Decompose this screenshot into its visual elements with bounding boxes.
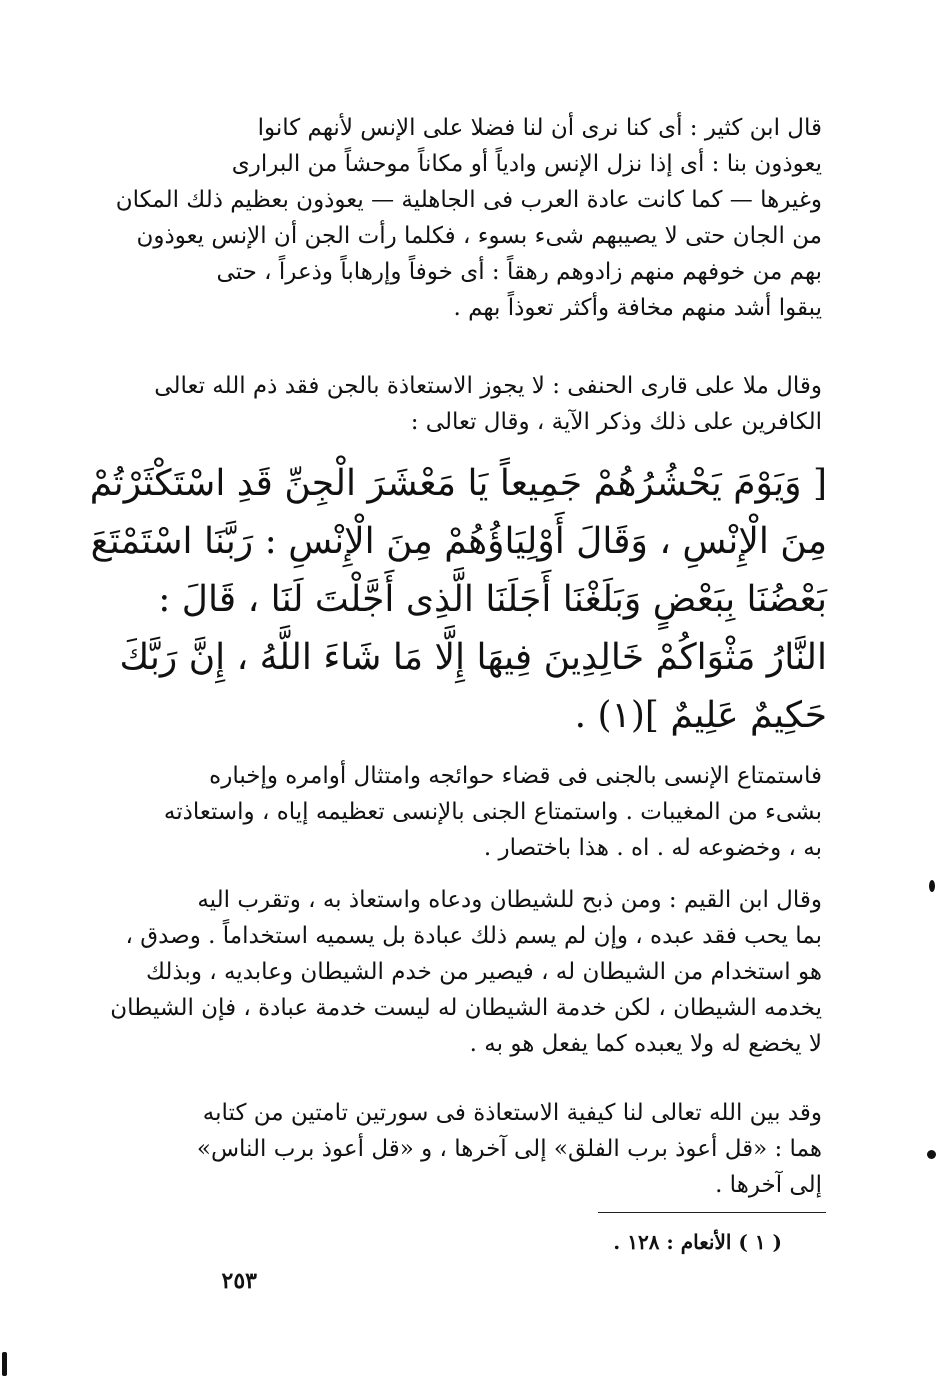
text-line: وقال ابن القيم : ومن ذبح للشيطان ودعاه واستعاذ به ، وتقرب اليه [197,887,822,913]
page-number: ٢٥٣ [221,1268,257,1294]
text-line: الكافرين على ذلك وذكر الآية ، وقال تعالى : [410,409,822,435]
text-line: هو استخدام من الشيطان له ، فيصير من خدم الشيطان وعابديه ، وبذلك [145,959,822,985]
text-line: بشىء من المغيبات . واستمتاع الجنى بالإنسى تعظيمه إياه ، واستعاذته [163,799,822,825]
scan-mark [929,880,935,892]
quran-verse-block [89,455,827,745]
paragraph-istimta [163,758,822,866]
verse-line: مِنَ الْإِنْسِ ، وَقَالَ أَوْلِيَاؤُهُمْ مِنَ الْإِنْسِ : رَبَّنَا اسْتَمْتَعَ [90,521,827,562]
paragraph-ibn-kathir [115,110,822,326]
text-line: يعوذون بنا : أى إذا نزل الإنس وادياً أو مكاناً موحشاً من البرارى [231,151,822,177]
text-line: لا يخضع له ولا يعبده كما يفعل هو به . [469,1031,822,1057]
verse-line: بَعْضُنَا بِبَعْضٍ وَبَلَغْنَا أَجَلَنَا الَّذِى أَجَّلْتَ لَنَا ، قَالَ : [158,579,827,620]
text-line: بما يحب فقد عبده ، وإن لم يسم ذلك عبادة بل يسميه استخداماً . وصدق ، [125,923,822,949]
text-line: إلى آخرها . [715,1172,822,1198]
verse-line: حَكِيمٌ عَلِيمٌ ](١) . [574,695,827,736]
text-line: فاستمتاع الإنسى بالجنى فى قضاء حوائجه وامتثال أوامره وإخباره [209,763,822,789]
text-line: وقال ملا على قارى الحنفى : لا يجوز الاستعاذة بالجن فقد ذم الله تعالى [154,373,822,399]
footnote: ( ١ ) الأنعام : ١٢٨ . [613,1230,782,1254]
text-line: هما : «قل أعوذ برب الفلق» إلى آخرها ، و «قل أعوذ برب الناس» [196,1136,822,1162]
text-line: به ، وخضوعه له . اه . هذا باختصار . [483,835,822,861]
text-line: يخدمه الشيطان ، لكن خدمة الشيطان له ليست خدمة عبادة ، فإن الشيطان [110,995,822,1021]
verse-line: [ وَيَوْمَ يَحْشُرُهُمْ جَمِيعاً يَا مَعْشَرَ الْجِنِّ قَدِ اسْتَكْثَرْتُمْ [89,463,827,504]
text-line: وغيرها — كما كانت عادة العرب فى الجاهلية — يعوذون بعظيم ذلك المكان [115,187,822,213]
verse-line: النَّارُ مَثْوَاكُمْ خَالِدِينَ فِيهَا إِلَّا مَا شَاءَ اللَّهُ ، إِنَّ رَبَّكَ [119,637,827,678]
paragraph-ibn-qayyim [110,882,822,1062]
text-line: وقد بين الله تعالى لنا كيفية الاستعاذة فى سورتين تامتين من كتابه [202,1100,822,1126]
footnote-divider [598,1212,826,1213]
scan-mark [2,1352,7,1376]
scan-mark [927,1150,936,1159]
text-line: قال ابن كثير : أى كنا نرى أن لنا فضلا على الإنس لأنهم كانوا [257,115,822,141]
text-line: بهم من خوفهم منهم زادوهم رهقاً : أى خوفاً وإرهاباً وذعراً ، حتى [216,259,822,285]
paragraph-two-surahs [177,1095,822,1203]
text-line: من الجان حتى لا يصيبهم شىء بسوء ، فكلما رأت الجن أن الإنس يعوذون [136,223,822,249]
paragraph-mulla-ali-qari [154,368,822,440]
text-line: يبقوا أشد منهم مخافة وأكثر تعوذاً بهم . [453,295,822,321]
